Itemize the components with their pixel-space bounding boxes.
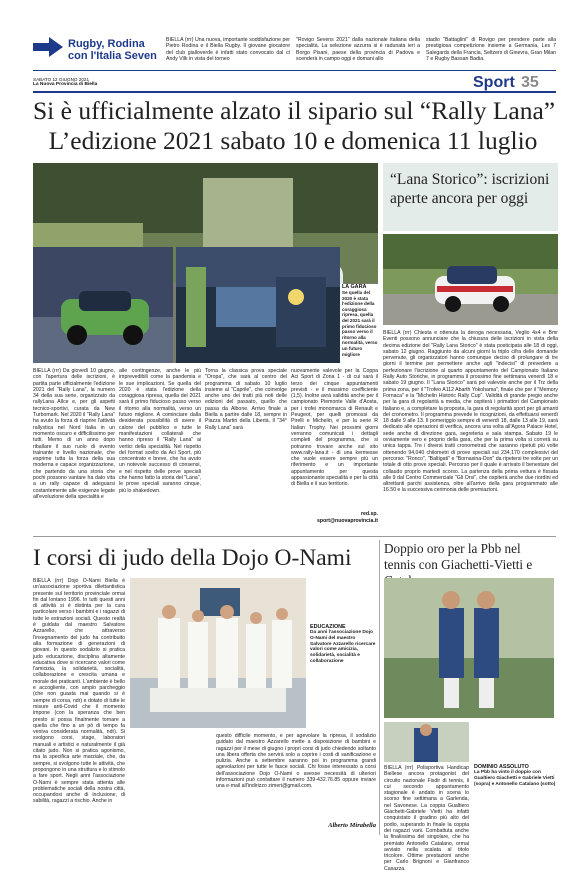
tennis-caption-panel (474, 764, 556, 787)
header-rule (33, 91, 556, 93)
judo-author: Alberto Mirabella (328, 822, 376, 829)
vintage-car-image (383, 234, 558, 325)
divider (33, 70, 556, 71)
judo-title: I corsi di judo della Dojo O-Nami (33, 545, 352, 571)
teaser-title: Rugby, Rodina con l'Italia Seven (68, 38, 157, 62)
tennis-title: Doppio oro per la Pbb nel tennis con Giachetti-Vietti e (384, 541, 533, 572)
judo-caption: Da anni l'associazione Dojo O-Nami del maestro Salvatore Azzarello ricercare valori come amicizia, solidarietà, socialità e collaborazione (310, 630, 376, 664)
judo-col-1: BIELLA (rrr) Dojo O-Nami Biella è un'associazione sportiva dilettantistica presente sul territorio provinciale ormai fin dal lontano 1996. In tutti questi anni di attività si è distinta per la cura particolare verso i bambini e i ragazzi di tutte le estrazioni sociali. Questo realtà è guidata dal maestro Salvatore Azzarello, che attraverso l'insegnamento del judo ha contribuito alla formazione di generazioni di giovani. In questo sodalizio si pratica judo educazione, disciplina altamente educativa dove si ricercano valori come l'amicizia, la solidarietà, socialità, collaborazione e crescita umana e morale dei praticanti. L'ambiente è bello e accogliente, con ampio parcheggio (che non guasta mai quando si è sempre di corsa, ndr) e dotato di tutte le misure anti-Covid che il momento impone (con la speranza che ben presto si possa finalmente tornare a quella che fino a un pò di tempo fa veniva considerata normalità, ndr). Si svolgono corsi, stage, laboratori manuali e artistici e naturalmente il già citato judo. Non si pratica agonismo, ma la specifica arte marziale, che, da sempre, si svolgono tutte le attività, che propongono in una struttura e lo stimolo a fare sport. Negli anni l'associazione O-Nami è sempre stata attenta alle problematiche sociali della nostra città, occupandosi anche di inclusione, di sabilità, ragazzi a rischio. Anche in (33, 578, 125, 805)
rally-caption: Se quella del 2020 è stata l'edizione della coraggiosa ripresa, quella del 2021 sarà il primo fiducioso passo verso il ritorno alla normalità, verso un futuro migliore (342, 290, 378, 357)
rally-car-green-image (33, 247, 173, 363)
rally-subheadline: L’edizione 2021 sabato 10 e domenica 11 luglio (48, 126, 538, 155)
newspaper-name: La Nuova Provincia di Biella (33, 82, 98, 87)
column-divider (379, 540, 380, 835)
issue-date: SABATO 12 GIUGNO 2021 (33, 77, 89, 82)
judo-group-image (130, 578, 306, 728)
page-number: 35 (521, 74, 539, 91)
teaser-col-2: "Rovigo Sevens 2021" dalla nazionale italiana della specialità. La selezione azzurra si è radunata ieri a Borgo Pisani, paese della provincia di Padova e scenderà in campo oggi e domani allo (296, 37, 420, 62)
section-name: Sport (473, 74, 515, 91)
rally-inset-photo (33, 247, 173, 363)
storico-body: BIELLA (rrr) Chiesta e ottenuta la deroga necessaria, Veglio 4x4 e Bmr Eventi possono annunciare che la chiusura delle iscrizioni in vista della decima edizione del "Rally Lana Storico" è stata posticipata alle 18 di oggi, sabato 12 giugno. Raggiunto da alcuni giorni la triplo cifra delle domande pervenute, gli organizzatori hanno comunque deciso di prolungare di tre giorni il termine per permettere anche agli "indecisi" di prevedere a perfezionare l'iscrizione al quarto appuntamento del Campionato Italiano Rally Auto Storiche, in programma il prossimo fine settimana venerdì 18 e sabato 19 giugno. Il "Lana Storico" sarà poi valevole anche per il Trz della prima zona, per il "Trofeo A112 Abarth Yokohama", finale che per il "Memory Fornaca" e la "Michelin Historic Rally Cup". Validità di grande pregio anche per la gara di regolarità a media, che ospiterà i primattori del Campionato Italiano e, a completare la proposta, la gara di regolarità sport per gli amanti del cronometro. Il programma prevede le ricognizioni, da effettuarsi venerdì 18 dalle 9 alle 13. Il pomeriggio sempre di venerdì 18, dalle 13 alle 19, sarà dedicato alle operazioni di verifica, ancora una volta all'Agora Palace Hotel, sede anche di direzione gara, segreteria e sala stampa. Sabato 19 le ovviamente vero e proprio della gara, che per la prima volta si correrà su unica tappa. Tre i diversi tratti cronometrati che saranno ripetuti più volte ottenendo 94,040 chilometri di prove speciali sui 234,170 complessivi del percorso: "Ronco", "Baltigati" e "Bornasina-Don" da ripetersi tre volte per un totale di otto prove speciali. Percorso per il quale è arrivato il benestare del collaudo proprio martedì scorso. La partenza della prima vettura è fissata alle 9 dal Centro Commerciale "Gli Orsi", che ospiterà anche due riordini ed altrettanti parchi assistenza, oltre all'arrivo della gara programmato alle 16.50 e la successiva cerimonia delle premiazioni. (383, 330, 558, 494)
judo-caption-panel (310, 624, 376, 728)
tennis-player-image (384, 722, 469, 762)
rally-night-photo (176, 247, 340, 363)
tennis-caption-title: DOMINIO ASSOLUTO (474, 764, 529, 770)
storico-photo (383, 234, 558, 325)
teaser-col-1: BIELLA (rrr) Una nuova, importante soddisfazione per Pietro Rodina e il Biella Rugby. Il giovane giocatore del club gialloverde è infatti stato convocato dal ct Andy Vilk in vista del torneo (166, 37, 290, 62)
rally-headline: Si è ufficialmente alzato il sipario sul “Rally Lana” (33, 96, 556, 125)
rally-col-4: nuovamente valevole per la Coppa Aci Sport di Zona 1 - di cui sarà il terzo dei cinque appuntamenti previsti - e il massimo coefficiente (1,5). Inoltre avrà validità anche per il campionato Piemonte Valle d'Aosta, per i trofei monomarca di Renault e Peugeot, per quelli promossi da Pirelli e Michelin, e per la serie R Italian Trophy. Nei prossimi giorni verranno comunicati i dettagli completi del programma, che si potranno trovare anche sul sito www.rally-lana.it - di una kermesse che vuole essere sempre più un riferimento e un importante appuntamento per questa appassionante specialità e per la città di Biella e il suo territorio. (291, 368, 378, 488)
tennis-photo-2 (384, 722, 469, 762)
tennis-body: BIELLA (rrr) Polisportiva Handicap Biellese ancora protagonist del circuito nazionale Fisdir di tennis, il cui secondo appuntamento stagionale è andato in scena lo scorso fine settimana a Garlenda, nel Savonese. La coppia Gualtiero Giachetti-Gabriele Vietti ha infatti conquistato il gradino più alto del podio, superando in finale la coppia dei ragazzi vani. Combattuta anche la finalissima del singolare, che ha premiato Antonello Catalano, ormai avviato nella scalata al titolo tricolore. Ottime prestazioni anche per Carlo Brignoni e Gianfranco Casazza. (384, 765, 469, 872)
rally-col-3: Torna la classica prova speciale "Oropa", che sarà al centro del programma di sabato 10 luglio insieme al "Caprile", che coinvolge anche uno dei tratti più noti delle edizioni del passato, quello che passa da Albone. Arrivo finale a Biella a partire dalle 18, sempre in Piazza Martiri della Libertà. Il "34° Rally Lana" sarà (205, 368, 287, 431)
rally-caption-title: LA GARA (342, 284, 367, 290)
storico-title: “Lana Storico”: iscrizioni aperte ancora per oggi (390, 171, 550, 207)
rally-credit-2: sport@nuovaprovincia.it (317, 518, 378, 524)
rally-col-2: alle contingenze, anche le più imprevedibili come la pandemia e le sue implicazioni. Se quella del 2020 è stata l'edizione della coraggiosa ripresa, quella del 2021 sarà il primo fiducioso passo verso il ritorno alla normalità, verso un futuro migliore. A cominciare dalla desiderata possibilità di avere il calore del pubblico e tutte le manifestazioni collaterali che hanno ripreso il "Rally Lana" ai vertici della specialità. Nel rispetto del format scelto da Aci Sport, più concentrato e breve, che ha avuto un notevole successo di consensi, e nel rispetto delle prove speciali che hanno fatto la storia del "Lana", le prove speciali saranno cinque, più lo shakedown. (119, 368, 201, 494)
teaser-col-3: stadio "Battaglini" di Rovigo per prendere parte alla prestigiosa competizione insieme a Germania, Les 7 Salegards della Francia, Seltzers di Ginevra, Gran Milan 7 e Rugby Bassan Badia. (426, 37, 556, 62)
section-divider (33, 536, 556, 537)
night-scene-image (176, 247, 340, 363)
rally-col-1: BIELLA (rrr) Da giovedì 10 giugno, con l'apertura delle iscrizioni, è partita parte ufficialmente l'edizione 2021 del "Rally Lana", la numero 34 della sua serie, organizzato da rallyLana Allce e, per gli aspetti tecnico-sportivi, curata da New Turbomark. Nel 2020 il "Rally Lana" ha avuto la forza di riaprire l'attività rallystica nel Nord Italia in un momento oscuro e difficilissimo per tutti. Memo di un anno dopo riballare il suo ruolo di evento trainante e livello nazionale, che esprime tutta la forza della sua moderna e capace organizzazione, che partendo da una storia che pochi possono vantare ha dato vita a un rally capace di adeguarsi costantemente alle esigenze legate all'evoluzione della specialità e (33, 368, 115, 500)
arrow-right-icon (33, 37, 63, 57)
caption-panel (340, 284, 378, 363)
tennis-players-image (384, 578, 554, 718)
judo-photo (130, 578, 306, 728)
judo-col-2: questo difficile momento, e per agevolare la ripresa, il sodalizio guidato dal maestro Azzarello mette a disposizione di bambini e ragazzi per il mese di giugno i propri corsi di judo chiedendo soltanto una libera offerta che servirà solo a coprire i costi di sanificazione e pulizia. Anche a settembre saranno poi in programma grandi agevolazioni per tutte le fasce sociali. Chi fosse interessato a corsi dell'associazione Dojo O-Nami o avesse necessità di ulteriori informazioni può contattare il numero 339-432.76.85 oppure inviare una e-mail all'indirizzo zimeri@gmail.com. (216, 733, 376, 790)
tennis-photo-1 (384, 578, 554, 718)
judo-caption-title: EDUCAZIONE (310, 624, 346, 630)
tennis-caption: La Pbb ha vinto il doppio con Gualtiero Giachetti e Gabriele Vietti (sopra) e Antonello Catalano (sotto) (474, 770, 556, 787)
rally-credit-1: red.sp. (360, 511, 378, 517)
